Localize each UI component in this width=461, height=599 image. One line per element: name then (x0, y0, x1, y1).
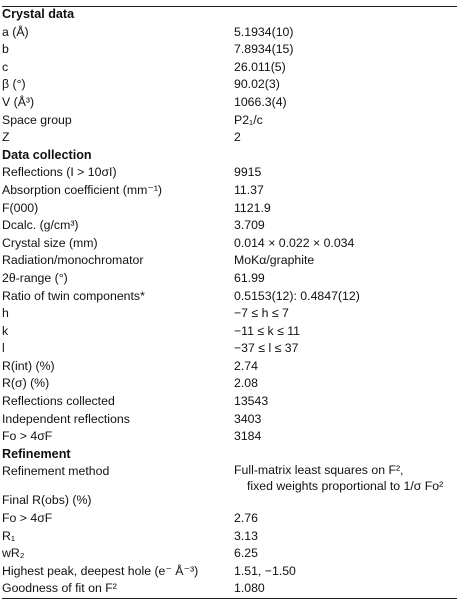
row-value-continued: fixed weights proportional to 1/σ Fo² (247, 478, 444, 493)
row-label: Crystal size (mm) (2, 235, 98, 250)
table-row (2, 375, 457, 393)
row-value: 1.080 (234, 581, 265, 596)
row-label: Highest peak, deepest hole (e⁻ Å⁻³) (2, 563, 199, 578)
row-value: 1066.3(4) (234, 94, 287, 109)
row-label: Final R(obs) (%) (2, 493, 92, 508)
table-row (2, 463, 457, 492)
table-row (2, 41, 457, 59)
row-value: 2.76 (234, 511, 258, 526)
row-label: F(000) (2, 200, 39, 215)
table-row (2, 492, 457, 510)
section-header (2, 6, 457, 24)
row-value: 61.99 (234, 270, 265, 285)
row-label: Goodness of fit on F² (2, 581, 117, 596)
row-value: 1.51, −1.50 (234, 563, 296, 578)
crystal-data-table (2, 6, 457, 599)
table-row (2, 428, 457, 446)
row-value: 2 (234, 130, 241, 145)
table-row (2, 340, 457, 358)
table-row (2, 94, 457, 112)
row-label: l (2, 341, 5, 356)
table-row (2, 112, 457, 130)
row-label: wR₂ (2, 546, 25, 561)
row-value: 3.13 (234, 528, 258, 543)
row-label: Space group (2, 112, 72, 127)
table-row (2, 235, 457, 253)
row-value: 3403 (234, 411, 262, 426)
row-label: h (2, 306, 9, 321)
table-row (2, 252, 457, 270)
table-row (2, 182, 457, 200)
table-body (2, 6, 457, 599)
table-row (2, 76, 457, 94)
table-row (2, 545, 457, 563)
row-label: Radiation/monochromator (2, 253, 144, 268)
row-label: a (Å) (2, 24, 29, 39)
section-title: Refinement (2, 446, 71, 461)
row-value: P2₁/c (234, 112, 263, 127)
table-row (2, 411, 457, 429)
table-row (2, 24, 457, 42)
table-row (2, 393, 457, 411)
section-title: Data collection (2, 147, 92, 162)
table-row (2, 563, 457, 581)
row-label: Refinement method (2, 464, 110, 479)
row-label: Absorption coefficient (mm⁻¹) (2, 182, 163, 197)
row-label: c (2, 59, 9, 74)
row-value: 13543 (234, 394, 269, 409)
row-label: R₁ (2, 528, 16, 543)
row-value: −37 ≤ l ≤ 37 (234, 341, 299, 356)
table-row (2, 200, 457, 218)
table-row (2, 164, 457, 182)
row-label: b (2, 42, 9, 57)
table-row (2, 129, 457, 147)
row-label: β (°) (2, 77, 26, 92)
row-label: Z (2, 130, 10, 145)
row-value: 2.08 (234, 376, 258, 391)
row-value: 0.5153(12): 0.4847(12) (234, 288, 360, 303)
row-value: 9915 (234, 165, 262, 180)
row-value: 7.8934(15) (234, 42, 294, 57)
row-value: 2.74 (234, 358, 258, 373)
row-value: Full-matrix least squares on F², (234, 463, 404, 478)
row-value: 5.1934(10) (234, 24, 294, 39)
row-label: Ratio of twin components* (2, 288, 145, 303)
row-label: Independent reflections (2, 411, 130, 426)
table-row (2, 580, 457, 598)
table-row (2, 217, 457, 235)
section-title: Crystal data (2, 7, 75, 21)
section-header (2, 147, 457, 165)
row-label: V (Å³) (2, 94, 35, 109)
table-row (2, 59, 457, 77)
row-label: Reflections collected (2, 394, 115, 409)
row-label: Dcalc. (g/cm³) (2, 218, 79, 233)
row-label: k (2, 323, 9, 338)
row-value: 6.25 (234, 546, 258, 561)
row-label: Fo > 4σF (2, 429, 53, 444)
table-row (2, 288, 457, 306)
table-row (2, 528, 457, 546)
row-value: −11 ≤ k ≤ 11 (234, 323, 301, 338)
row-value-multiline (234, 463, 443, 494)
row-value: MoKα/graphite (234, 253, 315, 268)
row-value: 11.37 (234, 182, 264, 197)
row-value: 1121.9 (234, 200, 271, 215)
row-value: 0.014 × 0.022 × 0.034 (234, 235, 355, 250)
table-row (2, 358, 457, 376)
row-value: −7 ≤ h ≤ 7 (234, 306, 289, 321)
row-value: 3184 (234, 429, 262, 444)
row-label: R(σ) (%) (2, 376, 50, 391)
section-header (2, 446, 457, 464)
table-row (2, 270, 457, 288)
row-label: 2θ-range (°) (2, 270, 68, 285)
row-label: R(int) (%) (2, 358, 55, 373)
row-value: 26.011(5) (234, 59, 286, 74)
row-value: 90.02(3) (234, 77, 280, 92)
row-value: 3.709 (234, 218, 265, 233)
row-label: Reflections (I > 10σI) (2, 165, 117, 180)
table-row (2, 323, 457, 341)
table-row (2, 305, 457, 323)
table-row (2, 510, 457, 528)
row-label: Fo > 4σF (2, 511, 53, 526)
